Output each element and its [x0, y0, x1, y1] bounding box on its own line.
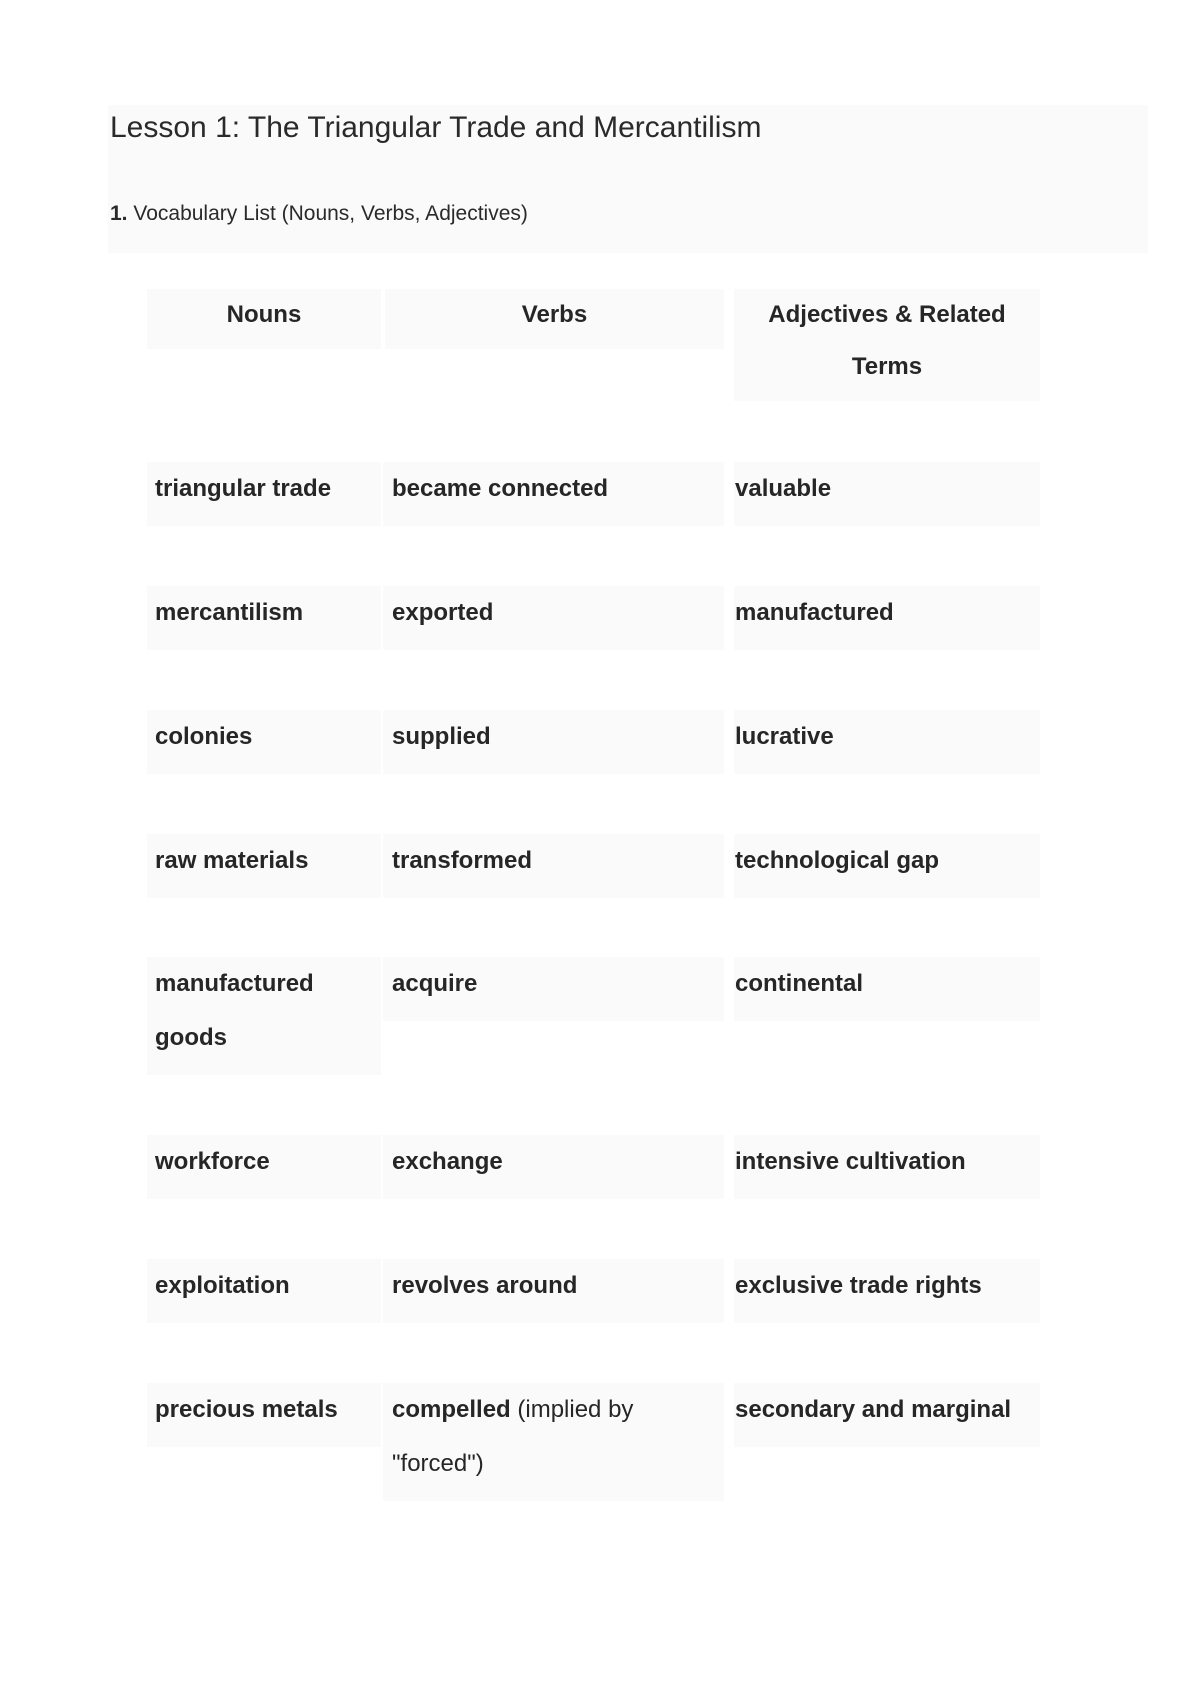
table-cell-verb: supplied	[383, 710, 724, 774]
table-cell-adjective: exclusive trade rights	[734, 1259, 1040, 1323]
table-cell-noun: raw materials	[147, 834, 381, 898]
verb-note: (implied by "forced")	[392, 1396, 634, 1477]
table-cell-noun: mercantilism	[147, 586, 381, 650]
table-cell-adjective: secondary and marginal	[734, 1383, 1040, 1447]
page-title: Lesson 1: The Triangular Trade and Mercantilism	[110, 111, 762, 144]
section-title: Vocabulary List (Nouns, Verbs, Adjectives)	[133, 202, 528, 225]
table-cell-verb: revolves around	[383, 1259, 724, 1323]
verb-term: compelled	[392, 1396, 511, 1423]
table-cell-verb: acquire	[383, 957, 724, 1021]
table-cell-noun: colonies	[147, 710, 381, 774]
table-cell-adjective: continental	[734, 957, 1040, 1021]
column-header-nouns: Nouns	[147, 289, 381, 349]
table-cell-adjective: valuable	[734, 462, 1040, 526]
table-cell-noun: workforce	[147, 1135, 381, 1199]
table-cell-verb: transformed	[383, 834, 724, 898]
table-cell-verb: exported	[383, 586, 724, 650]
table-cell-adjective: lucrative	[734, 710, 1040, 774]
table-cell-adjective: intensive cultivation	[734, 1135, 1040, 1199]
table-cell-noun: manufactured goods	[147, 957, 381, 1075]
column-header-adjectives: Adjectives & Related Terms	[734, 289, 1040, 401]
table-cell-verb	[383, 1383, 724, 1501]
table-cell-verb: became connected	[383, 462, 724, 526]
section-heading	[110, 201, 528, 226]
column-header-verbs: Verbs	[385, 289, 724, 349]
table-cell-noun: triangular trade	[147, 462, 381, 526]
table-cell-noun: precious metals	[147, 1383, 381, 1447]
table-cell-adjective: manufactured	[734, 586, 1040, 650]
table-cell-adjective: technological gap	[734, 834, 1040, 898]
section-number: 1.	[110, 202, 128, 225]
table-cell-verb: exchange	[383, 1135, 724, 1199]
table-cell-noun: exploitation	[147, 1259, 381, 1323]
